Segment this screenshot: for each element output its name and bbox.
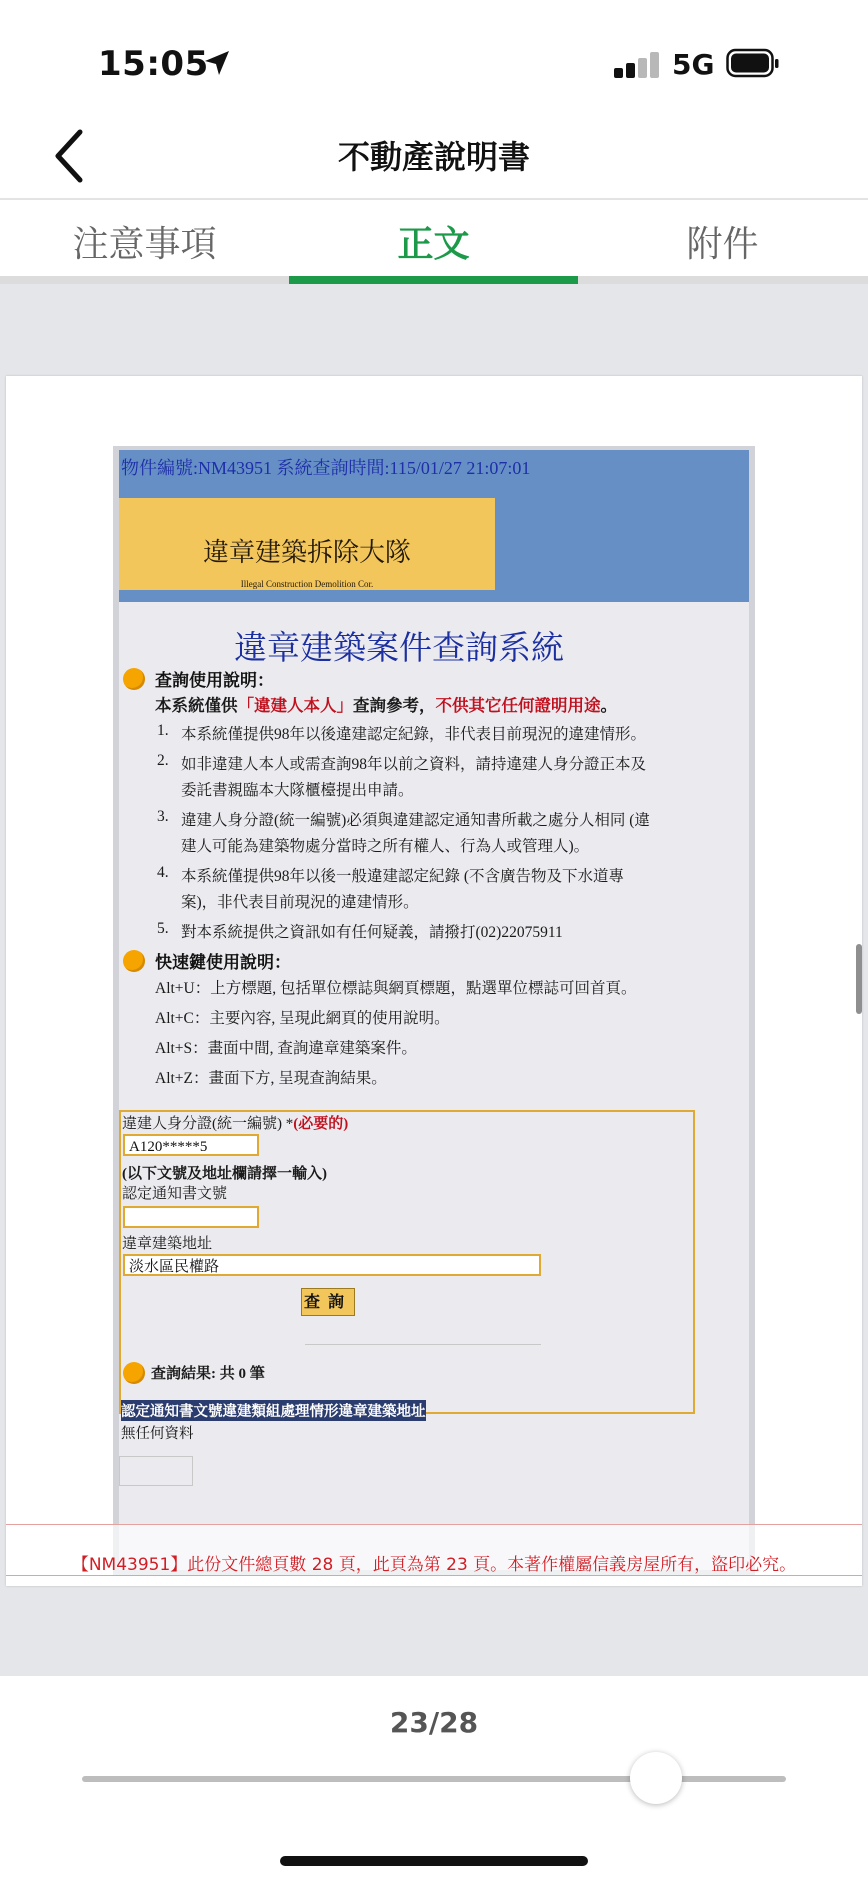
page-title: 不動產說明書 — [337, 138, 530, 176]
result-count: 查詢結果: 共 0 筆 — [151, 1366, 265, 1382]
usage-item-text: 對本系統提供之資訊如有任何疑義，請撥打(02)22075911 — [181, 924, 563, 941]
usage-item-number: 2. — [157, 752, 169, 769]
page-slider-thumb[interactable] — [630, 1752, 682, 1804]
usage-item-text: 違建人身分證(統一編號)必須與違建認定通知書所載之處分人相同 (違 — [181, 812, 650, 829]
bottom-placeholder-box — [119, 1456, 193, 1486]
site-header — [119, 450, 749, 602]
home-indicator — [280, 1856, 588, 1866]
usage-item-number: 1. — [157, 722, 169, 739]
usage-item-text: 本系統僅提供98年以後違建認定紀錄，非代表目前現況的違建情形。 — [181, 726, 647, 743]
usage-intro: 本系統僅供「違建人本人」查詢參考，不供其它任何證明用途。 — [155, 696, 617, 715]
property-meta-line: 物件編號:NM43951 系統查詢時間:115/01/27 21:07:01 — [121, 458, 531, 478]
header-divider — [0, 198, 868, 200]
address-label: 違章建築地址 — [122, 1236, 213, 1252]
result-empty-text: 無任何資料 — [121, 1426, 194, 1442]
page-indicator: 23/28 — [389, 1706, 479, 1739]
active-tab-indicator — [289, 276, 578, 284]
tab-main-text[interactable]: 正文 — [397, 224, 470, 265]
notice-number-label: 認定通知書文號 — [122, 1186, 228, 1202]
bullet-dot-icon — [123, 950, 145, 972]
network-type: 5G — [672, 48, 715, 81]
usage-heading: 查詢使用說明： — [155, 671, 274, 690]
usage-item-text: 如非違建人本人或需查詢98年以前之資料，請持違建人身分證正本及 — [181, 756, 647, 773]
shortcut-item: Alt+U：上方標題, 包括單位標誌與網頁標題，點選單位標誌可回首頁。 — [155, 980, 637, 997]
usage-item-text: 案)，非代表目前現況的違建情形。 — [181, 894, 419, 911]
shortcuts-heading: 快速鍵使用說明： — [155, 953, 291, 972]
system-title: 違章建築案件查詢系統 — [234, 631, 564, 667]
shortcut-item: Alt+C：主要內容, 呈現此網頁的使用說明。 — [155, 1010, 450, 1027]
cellular-signal-icon — [614, 52, 660, 78]
logo-subtitle: Illegal Construction Demolition Cor. — [240, 579, 374, 589]
shortcut-item: Alt+S：畫面中間, 查詢違章建築案件。 — [155, 1040, 417, 1057]
result-table-header: 認定通知書文號違建類組處理情形違章建築地址 — [121, 1400, 426, 1421]
query-button[interactable]: 查詢 — [301, 1288, 355, 1316]
address-input[interactable]: 淡水區民權路 — [123, 1254, 541, 1276]
tab-attachments[interactable]: 附件 — [686, 224, 759, 265]
form-divider — [305, 1344, 541, 1345]
id-label: 違建人身分證(統一編號) *(必要的) — [122, 1116, 349, 1132]
usage-item-text: 本系統僅提供98年以後一般違建認定紀錄 (不含廣告物及下水道專 — [181, 868, 625, 885]
usage-item-number: 4. — [157, 864, 169, 881]
bullet-dot-icon — [123, 1362, 145, 1384]
scrollbar[interactable] — [856, 944, 862, 1014]
id-number-input[interactable]: A120*****5 — [123, 1134, 259, 1156]
location-arrow-icon — [202, 48, 232, 78]
usage-item-text: 委託書親臨本大隊櫃檯提出申請。 — [181, 782, 414, 799]
copyright-footer: 【NM43951】此份文件總頁數 28 頁，此頁為第 23 頁。本著作權屬信義房屋所有，盜印必究。 — [71, 1555, 797, 1575]
usage-item-number: 5. — [157, 920, 169, 937]
usage-item-number: 3. — [157, 808, 169, 825]
shortcut-item: Alt+Z：畫面下方, 呈現查詢結果。 — [155, 1070, 387, 1087]
embedded-webpage-screenshot — [113, 446, 755, 1576]
bullet-dot-icon — [123, 668, 145, 690]
battery-icon — [726, 48, 780, 78]
status-time: 15:05 — [98, 44, 209, 84]
either-note: (以下文號及地址欄請擇一輸入) — [122, 1166, 327, 1182]
usage-item-text: 建人可能為建築物處分當時之所有權人、行為人或管理人)。 — [181, 838, 590, 855]
tab-notes[interactable]: 注意事項 — [72, 224, 217, 265]
logo-title: 違章建築拆除大隊 — [202, 538, 411, 567]
notice-number-input[interactable] — [123, 1206, 259, 1228]
agency-logo — [119, 498, 495, 590]
query-form — [119, 1110, 695, 1442]
